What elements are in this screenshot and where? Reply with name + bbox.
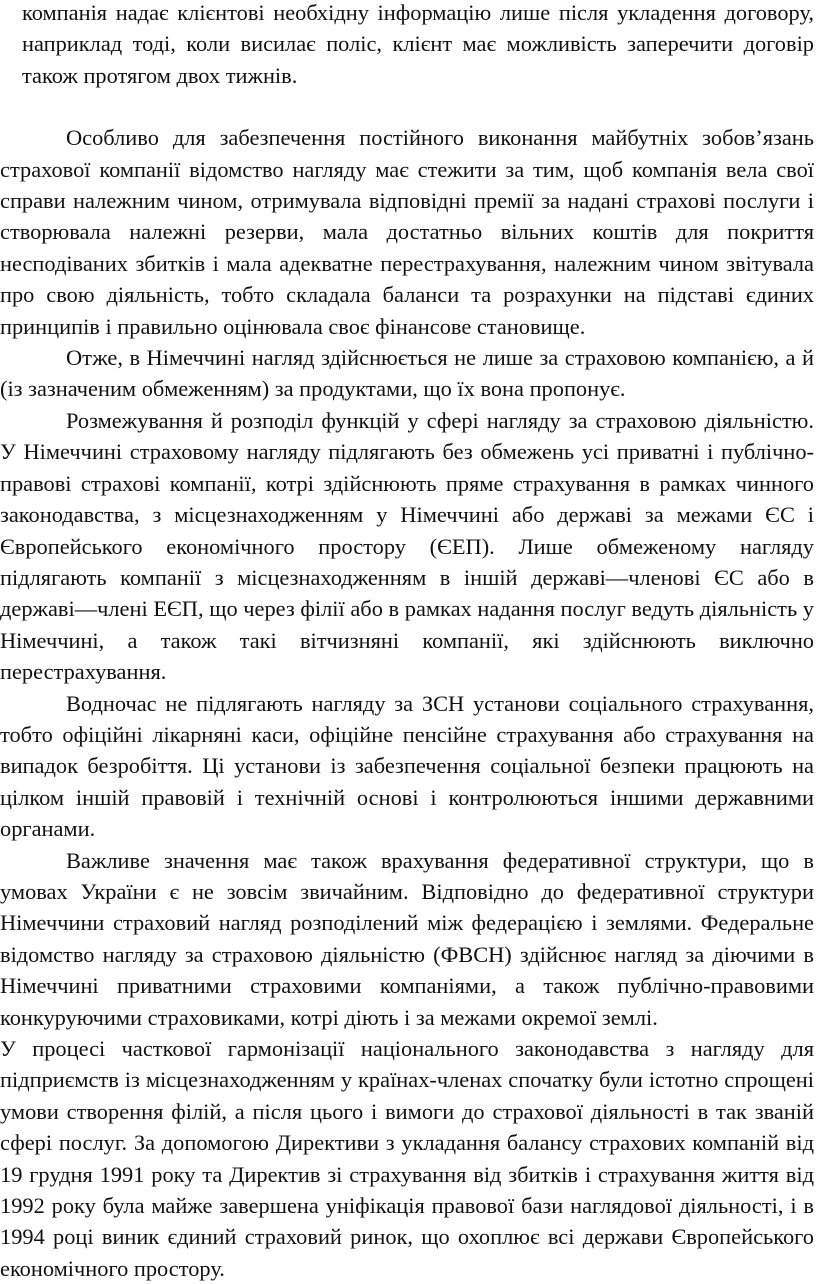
paragraph-social-insurance: Водночас не підлягають нагляду за ЗСН установи соціального страхування, тобто офіційні лікарняні каси, офіційне пенсійне страхування або страхування на випадок безробіття. Ці установи із забезпечення соціальної безпеки працюють на цілком іншій правовій і технічній основі і контролюються іншими державними органами. xyxy=(0,690,814,842)
paragraph-continuation: компанія надає клієнтові необхідну інформацію лише після укладення договору, наприклад тоді, коли висилає поліс, клієнт має можливість заперечити договір також протягом двох тижнів. xyxy=(22,0,814,88)
paragraph-supervision-duties: Особливо для забезпечення постійного виконання майбутніх зобов’язань страхової компанії відомство нагляду має стежити за тим, щоб компанія вела свої справи належним чином, отримувала відповідні премії за надані страхові послуги і створювала належні резерви, мала достатньо вільних коштів для покриття несподіваних збитків і мала адекватне перестрахування, належним чином звітувала про свою діяльність, тобто складала баланси та розрахунки на підставі єдиних принципів і правильно оцінювала своє фінансове становище. xyxy=(0,125,814,339)
paragraph-federal-structure: Важливе значення має також врахування федеративної структури, що в умовах України є не зовсім звичайним. Відповідно до федеративної структури Німеччини страховий нагляд розподілений між федерацією і землями. Федеральне відомство нагляду за страховою діяльністю (ФВСН) здійснює нагляд за діючими в Німеччині приватними страховими компаніями, а також публічно-правовими конкуруючими страховиками, котрі діють і за межами окремої землі. xyxy=(0,847,814,1030)
paragraph-gap xyxy=(0,91,814,122)
paragraph-supervision-scope: Отже, в Німеччині нагляд здійснюється не лише за страховою компанією, а й (із зазначеним обмеженням) за продуктами, що їх вона пропонує. xyxy=(0,345,814,402)
paragraph-harmonization: У процесі часткової гармонізації національного законодавства з нагляду для підприємств із місцезнаходженням у країнах-членах спочатку були істотно спрощені умови створення філій, а після цього і вимоги до страхової діяльності в так званій сфері послуг. За допомогою Директиви з укладання балансу страхових компаній від 19 грудня 1991 року та Директив зі страхування від збитків і страхування життя від 1992 року була майже завершена уніфікація правової бази наглядової діяльності, і в 1994 році виник єдиний страховий ринок, що охоплює всі держави Європейського економічного простору. xyxy=(0,1036,814,1281)
paragraph-functions-division: Розмежування й розподіл функцій у сфері нагляду за страховою діяльністю. У Німеччині страховому нагляду підлягають без обмежень усі приватні і публічно-правові страхові компанії, котрі здійснюють пряме страхування в рамках чинного законодавства, з місцезнаходженням у Німеччині або державі за межами ЄС і Європейського економічного простору (ЄЕП). Лише обмеженому нагляду підлягають компанії з місцезнаходженням в іншій державі—членові ЄС або в державі—члені ЕЄП, що через філії або в рамках надання послуг ведуть діяльність у Німеччині, а також такі вітчизняні компанії, які здійснюють виключно перестрахування. xyxy=(0,407,814,685)
